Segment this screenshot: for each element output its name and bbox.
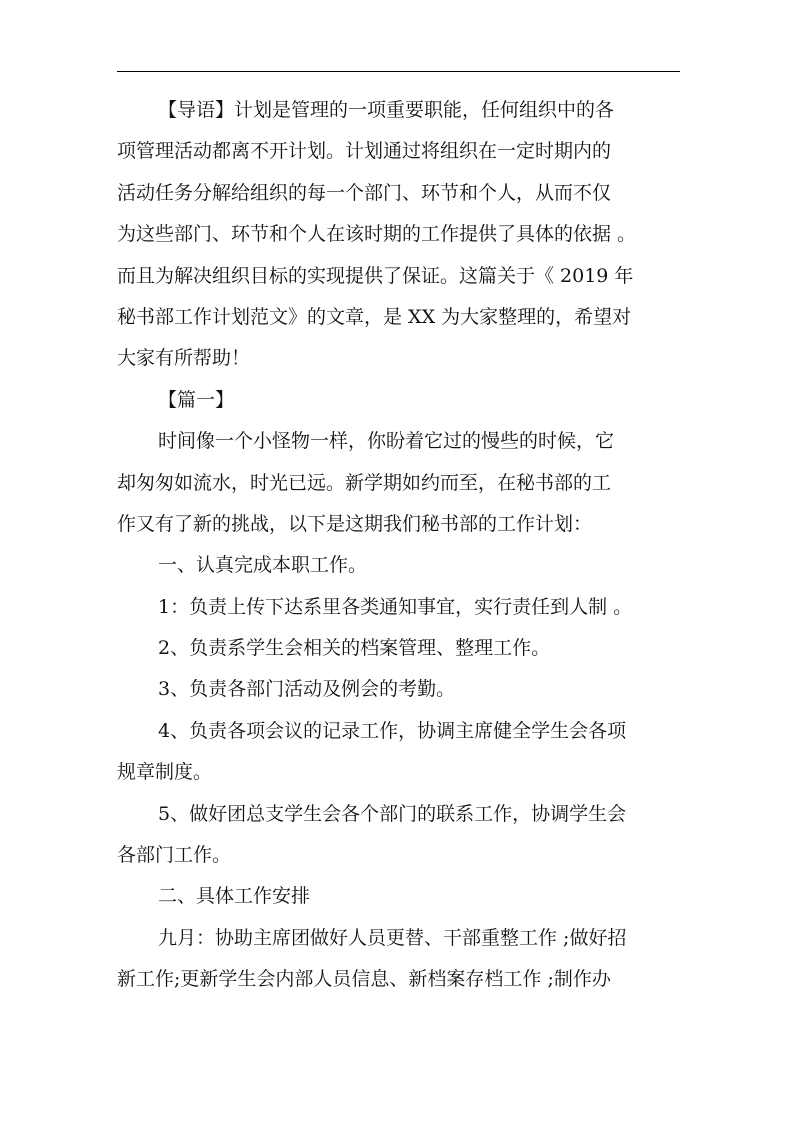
text-line: 3、负责各部门活动及例会的考勤。 <box>158 678 456 701</box>
text-line: 时间像一个小怪物一样，你盼着它过的慢些的时候，它 <box>158 430 615 453</box>
paragraph <box>117 547 680 584</box>
text-line: 二、具体工作安排 <box>158 885 311 908</box>
paragraph <box>117 423 680 543</box>
text-line: 1：负责上传下达系里各类通知事宜，实行责任到人制 。 <box>158 595 633 618</box>
document-body <box>117 92 680 1003</box>
text-line: 一、认真完成本职工作。 <box>158 554 368 577</box>
text-line: 新工作;更新学生会内部人员信息、新档案存档工作 ;制作办 <box>117 968 611 991</box>
paragraph <box>117 589 680 626</box>
text-line: 作又有了新的挑战，以下是这期我们秘书部的工作计划： <box>117 512 593 535</box>
text-line: 而且为解决组织目标的实现提供了保证。这篇关于《 2019 年 <box>117 264 634 287</box>
paragraph <box>117 92 680 377</box>
text-line: 5、做好团总支学生会各个部门的联系工作，协调学生会 <box>158 802 627 825</box>
text-line: 九月：协助主席团做好人员更替、干部重整工作 ;做好招 <box>158 926 627 949</box>
text-line: 为这些部门、环节和个人在该时期的工作提供了具体的依据 。 <box>117 223 637 246</box>
paragraph <box>117 382 680 419</box>
text-line: 2、负责系学生会相关的档案管理、整理工作。 <box>158 637 551 660</box>
text-line: 项管理活动都离不开计划。计划通过将组织在一定时期内的 <box>117 140 612 163</box>
text-line: 大家有所帮助！ <box>117 347 251 370</box>
text-line: 秘书部工作计划范文》的文章，是 XX 为大家整理的，希望对 <box>117 305 632 328</box>
text-line: 各部门工作。 <box>117 844 232 867</box>
text-line: 却匆匆如流水，时光已远。新学期如约而至，在秘书部的工 <box>117 471 612 494</box>
text-line: 【篇一】 <box>158 388 235 411</box>
paragraph <box>117 671 680 708</box>
text-line: 【导语】计划是管理的一项重要职能，任何组织中的各 <box>158 99 615 121</box>
header-rule <box>117 71 680 72</box>
text-line: 4、负责各项会议的记录工作，协调主席健全学生会各项 <box>158 719 627 742</box>
paragraph <box>117 713 680 791</box>
paragraph <box>117 920 680 998</box>
paragraph <box>117 878 680 915</box>
text-line: 规章制度。 <box>117 761 213 784</box>
paragraph <box>117 630 680 667</box>
paragraph <box>117 796 680 874</box>
text-line: 活动任务分解给组织的每一个部门、环节和个人，从而不仅 <box>117 181 612 204</box>
